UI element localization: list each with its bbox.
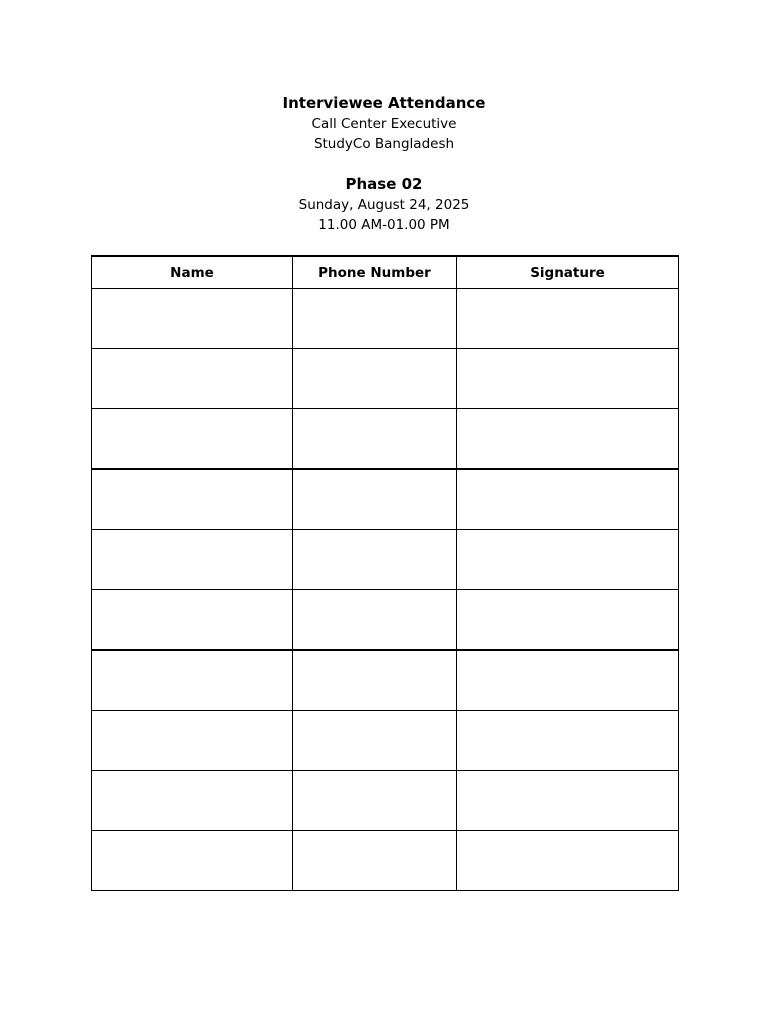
phase-title: Phase 02 xyxy=(345,175,423,193)
phone-number-cell[interactable] xyxy=(293,771,457,831)
event-time: 11.00 AM-01.00 PM xyxy=(318,217,450,233)
table-header-row xyxy=(92,256,679,289)
name-cell[interactable] xyxy=(92,469,293,530)
phone-number-cell[interactable] xyxy=(293,289,457,349)
table-row xyxy=(92,530,679,590)
phone-number-cell[interactable] xyxy=(293,590,457,651)
name-cell[interactable] xyxy=(92,530,293,590)
name-cell[interactable] xyxy=(92,711,293,771)
column-header-name: Name xyxy=(92,256,293,289)
phone-number-cell[interactable] xyxy=(293,711,457,771)
company-name: StudyCo Bangladesh xyxy=(313,136,455,152)
signature-cell[interactable] xyxy=(457,590,679,651)
signature-cell[interactable] xyxy=(457,711,679,771)
signature-cell[interactable] xyxy=(457,349,679,409)
table-row xyxy=(92,289,679,349)
signature-cell[interactable] xyxy=(457,409,679,470)
signature-cell[interactable] xyxy=(457,530,679,590)
table-row xyxy=(92,469,679,530)
signature-cell[interactable] xyxy=(457,650,679,711)
table-row xyxy=(92,771,679,831)
signature-cell[interactable] xyxy=(457,771,679,831)
column-header-signature: Signature xyxy=(457,256,679,289)
name-cell[interactable] xyxy=(92,831,293,891)
name-cell[interactable] xyxy=(92,409,293,470)
name-cell[interactable] xyxy=(92,771,293,831)
signature-cell[interactable] xyxy=(457,289,679,349)
phone-number-cell[interactable] xyxy=(293,530,457,590)
column-header-phone-number: Phone Number xyxy=(293,256,457,289)
name-cell[interactable] xyxy=(92,289,293,349)
table-row xyxy=(92,650,679,711)
phone-number-cell[interactable] xyxy=(293,650,457,711)
attendance-table xyxy=(91,255,679,891)
name-cell[interactable] xyxy=(92,650,293,711)
table-row xyxy=(92,831,679,891)
event-date: Sunday, August 24, 2025 xyxy=(298,197,470,213)
signature-cell[interactable] xyxy=(457,469,679,530)
phone-number-cell[interactable] xyxy=(293,409,457,470)
document-title: Interviewee Attendance xyxy=(282,94,486,112)
phone-number-cell[interactable] xyxy=(293,469,457,530)
table-row xyxy=(92,349,679,409)
table-row xyxy=(92,711,679,771)
document-header xyxy=(0,92,768,235)
phone-number-cell[interactable] xyxy=(293,349,457,409)
table-row xyxy=(92,409,679,470)
name-cell[interactable] xyxy=(92,590,293,651)
name-cell[interactable] xyxy=(92,349,293,409)
phone-number-cell[interactable] xyxy=(293,831,457,891)
table-row xyxy=(92,590,679,651)
signature-cell[interactable] xyxy=(457,831,679,891)
position-title: Call Center Executive xyxy=(311,116,457,132)
